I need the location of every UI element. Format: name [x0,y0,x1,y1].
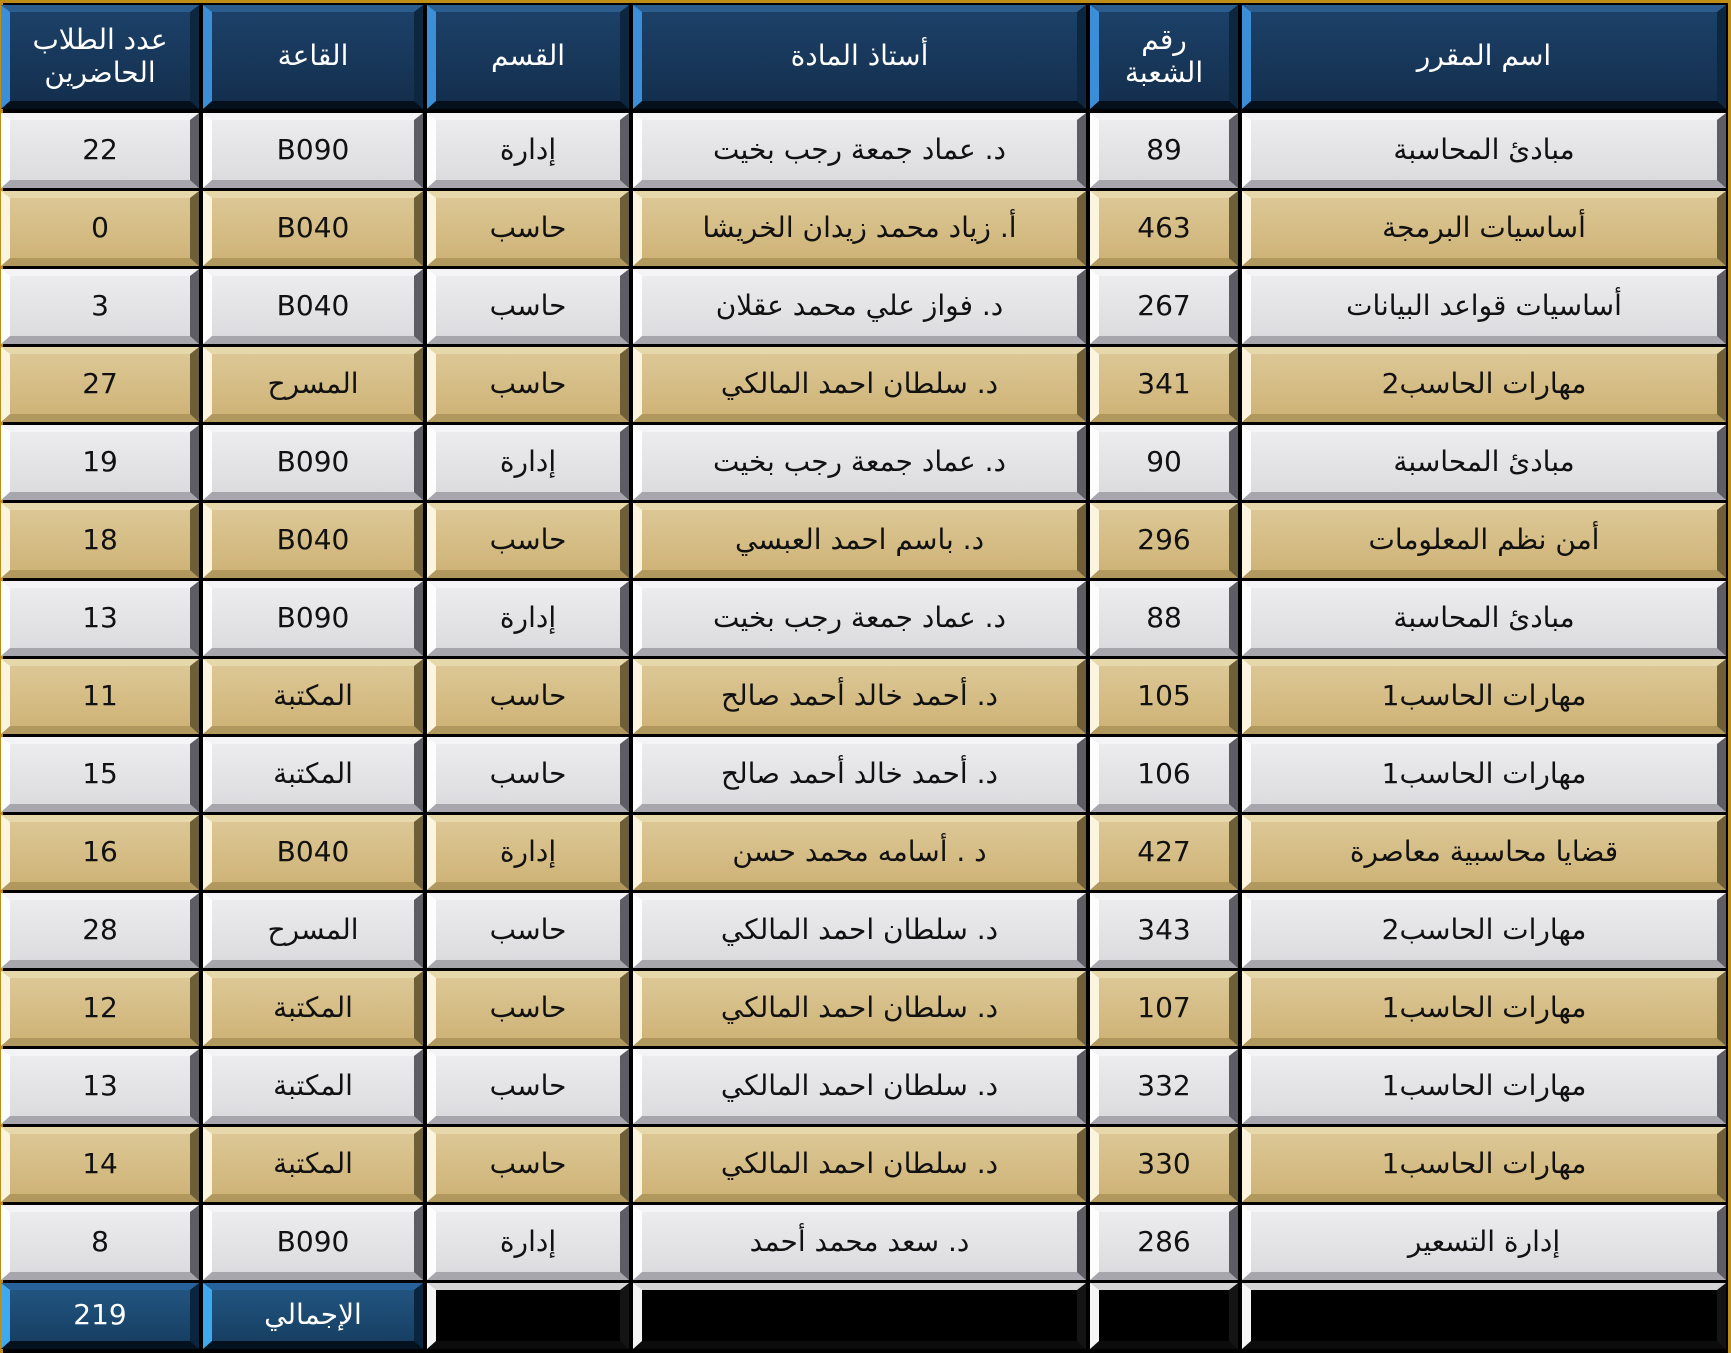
cell-course: أمن نظم المعلومات [1242,503,1726,578]
cell-department: حاسب [427,659,629,734]
cell-section: 286 [1090,1205,1238,1280]
cell-department: إدارة [427,425,629,500]
cell-students: 8 [1,1205,199,1280]
cell-course: مهارات الحاسب1 [1242,659,1726,734]
cell-hall: المكتبة [203,971,423,1046]
table-row [5,269,1726,344]
cell-section: 106 [1090,737,1238,812]
header-course: اسم المقرر [1242,5,1726,109]
cell-department: إدارة [427,815,629,890]
cell-professor: أ. زياد محمد زيدان الخريشا [633,191,1086,266]
table-row [5,503,1726,578]
cell-department: حاسب [427,269,629,344]
header-department: القسم [427,5,629,109]
cell-section: 88 [1090,581,1238,656]
cell-section: 90 [1090,425,1238,500]
cell-section: 296 [1090,503,1238,578]
cell-course: إدارة التسعير [1242,1205,1726,1280]
cell-section: 267 [1090,269,1238,344]
footer-empty-department [427,1283,629,1349]
table-row [5,1205,1726,1280]
cell-department: إدارة [427,1205,629,1280]
header-students: عدد الطلاب الحاضرين [1,5,199,109]
cell-course: مهارات الحاسب1 [1242,971,1726,1046]
cell-professor: د. عماد جمعة رجب بخيت [633,113,1086,188]
header-professor: أستاذ المادة [633,5,1086,109]
table-row [5,815,1726,890]
cell-students: 14 [1,1127,199,1202]
cell-department: حاسب [427,893,629,968]
cell-professor: د. أحمد خالد أحمد صالح [633,659,1086,734]
cell-course: قضايا محاسبية معاصرة [1242,815,1726,890]
cell-hall: المكتبة [203,737,423,812]
table-row [5,581,1726,656]
cell-hall: المكتبة [203,1127,423,1202]
cell-students: 18 [1,503,199,578]
cell-hall: B040 [203,269,423,344]
cell-department: إدارة [427,581,629,656]
cell-students: 11 [1,659,199,734]
table-row [5,347,1726,422]
cell-hall: المكتبة [203,1049,423,1124]
table-row [5,659,1726,734]
cell-hall: B090 [203,425,423,500]
cell-course: مهارات الحاسب1 [1242,737,1726,812]
cell-course: أساسيات البرمجة [1242,191,1726,266]
cell-students: 13 [1,581,199,656]
table-row [5,971,1726,1046]
cell-students: 16 [1,815,199,890]
cell-students: 3 [1,269,199,344]
cell-course: مبادئ المحاسبة [1242,581,1726,656]
cell-department: حاسب [427,347,629,422]
footer-total-label: الإجمالي [203,1283,423,1349]
cell-professor: د. سلطان احمد المالكي [633,1127,1086,1202]
footer-empty-course [1242,1283,1726,1349]
cell-students: 19 [1,425,199,500]
cell-course: مبادئ المحاسبة [1242,425,1726,500]
table-row [5,893,1726,968]
cell-professor: د. فواز علي محمد عقلان [633,269,1086,344]
table-body [5,113,1726,1280]
cell-professor: د. سلطان احمد المالكي [633,893,1086,968]
cell-section: 343 [1090,893,1238,968]
cell-section: 89 [1090,113,1238,188]
cell-section: 105 [1090,659,1238,734]
cell-course: أساسيات قواعد البيانات [1242,269,1726,344]
cell-professor: د. سعد محمد أحمد [633,1205,1086,1280]
cell-students: 15 [1,737,199,812]
cell-students: 22 [1,113,199,188]
header-hall: القاعة [203,5,423,109]
cell-department: حاسب [427,503,629,578]
cell-students: 13 [1,1049,199,1124]
cell-professor: د. عماد جمعة رجب بخيت [633,581,1086,656]
cell-course: مهارات الحاسب2 [1242,347,1726,422]
header-row [5,5,1726,109]
cell-section: 427 [1090,815,1238,890]
cell-section: 463 [1090,191,1238,266]
cell-students: 27 [1,347,199,422]
cell-hall: المسرح [203,347,423,422]
cell-course: مهارات الحاسب2 [1242,893,1726,968]
cell-students: 12 [1,971,199,1046]
cell-professor: د. سلطان احمد المالكي [633,1049,1086,1124]
cell-professor: د. سلطان احمد المالكي [633,347,1086,422]
cell-hall: B040 [203,815,423,890]
cell-department: إدارة [427,113,629,188]
table-row [5,1127,1726,1202]
cell-section: 332 [1090,1049,1238,1124]
cell-section: 107 [1090,971,1238,1046]
cell-students: 28 [1,893,199,968]
cell-professor: د . أسامه محمد حسن [633,815,1086,890]
footer-empty-professor [633,1283,1086,1349]
cell-course: مبادئ المحاسبة [1242,113,1726,188]
cell-professor: د. عماد جمعة رجب بخيت [633,425,1086,500]
cell-hall: B040 [203,503,423,578]
table-row [5,425,1726,500]
cell-department: حاسب [427,1049,629,1124]
cell-hall: B090 [203,113,423,188]
cell-hall: B090 [203,1205,423,1280]
cell-course: مهارات الحاسب1 [1242,1127,1726,1202]
cell-section: 341 [1090,347,1238,422]
cell-department: حاسب [427,191,629,266]
cell-professor: د. سلطان احمد المالكي [633,971,1086,1046]
cell-department: حاسب [427,971,629,1046]
cell-professor: د. أحمد خالد أحمد صالح [633,737,1086,812]
footer-row [5,1283,1726,1349]
table-row [5,191,1726,266]
table-row [5,113,1726,188]
table-row [5,1049,1726,1124]
cell-professor: د. باسم احمد العبسي [633,503,1086,578]
cell-course: مهارات الحاسب1 [1242,1049,1726,1124]
cell-hall: المسرح [203,893,423,968]
cell-hall: B040 [203,191,423,266]
cell-department: حاسب [427,737,629,812]
cell-department: حاسب [427,1127,629,1202]
table-row [5,737,1726,812]
footer-empty-section [1090,1283,1238,1349]
cell-section: 330 [1090,1127,1238,1202]
cell-students: 0 [1,191,199,266]
cell-hall: المكتبة [203,659,423,734]
cell-hall: B090 [203,581,423,656]
footer-total-value: 219 [1,1283,199,1349]
header-section: رقم الشعبة [1090,5,1238,109]
